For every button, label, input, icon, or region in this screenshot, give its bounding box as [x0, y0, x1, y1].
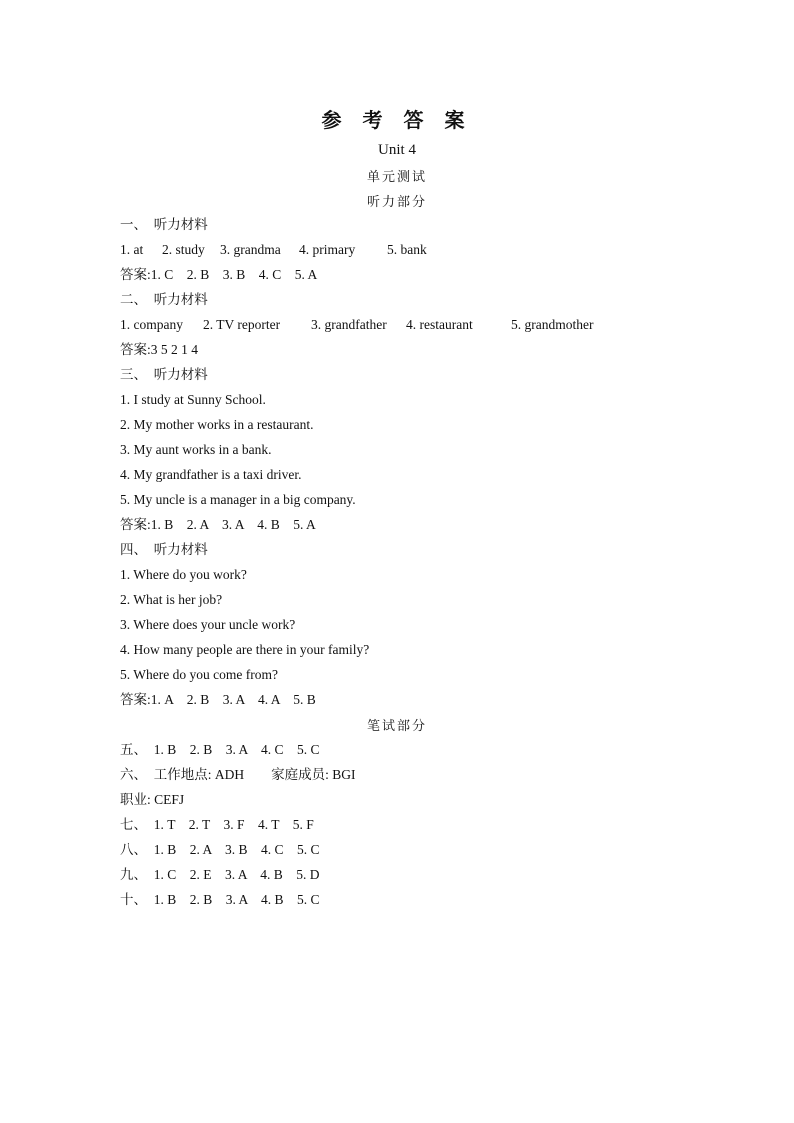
section-2-heading: 二、 听力材料 [120, 292, 208, 307]
list-item: 2. TV reporter [203, 317, 281, 332]
section-4-answer: 答案:1. A 2. B 3. A 4. A 5. B [120, 692, 316, 707]
answer-row: 职业: CEFJ [120, 792, 185, 807]
answer-row: 五、 1. B 2. B 3. A 4. C 5. C [120, 742, 320, 757]
list-item: 2. What is her job? [120, 592, 223, 607]
list-item: 3. My aunt works in a bank. [120, 442, 272, 457]
list-item: 4. My grandfather is a taxi driver. [120, 467, 302, 482]
answer-row: 六、 工作地点: ADH 家庭成员: BGI [120, 767, 356, 782]
answer-row: 七、 1. T 2. T 3. F 4. T 5. F [120, 817, 314, 832]
list-item: 4. How many people are there in your family? [120, 642, 370, 657]
unit-heading: Unit 4 [378, 142, 416, 158]
list-item: 1. Where do you work? [120, 567, 247, 582]
list-item: 2. My mother works in a restaurant. [120, 417, 314, 432]
list-item: 5. grandmother [511, 317, 594, 332]
list-item: 4. restaurant [406, 317, 473, 332]
list-item: 1. I study at Sunny School. [120, 392, 266, 407]
test-label: 单元测试 [366, 169, 427, 184]
list-item: 3. grandma [220, 242, 281, 257]
list-item: 5. Where do you come from? [120, 667, 278, 682]
section-3-answer: 答案:1. B 2. A 3. A 4. B 5. A [120, 517, 316, 532]
listening-label: 听力部分 [366, 194, 427, 209]
list-item: 5. My uncle is a manager in a big company. [120, 492, 356, 507]
list-item: 2. study [162, 242, 205, 257]
section-2-answer: 答案:3 5 2 1 4 [120, 342, 199, 357]
section-4-heading: 四、 听力材料 [120, 542, 208, 557]
answer-row: 十、 1. B 2. B 3. A 4. B 5. C [120, 892, 320, 907]
section-1-heading: 一、 听力材料 [120, 217, 208, 232]
list-item: 1. at [120, 242, 144, 257]
list-item: 1. company [120, 317, 183, 332]
answer-row: 九、 1. C 2. E 3. A 4. B 5. D [120, 867, 320, 882]
section-2-items [120, 315, 720, 335]
list-item: 4. primary [299, 242, 356, 257]
page-title: 参 考 答 案 [321, 110, 473, 132]
list-item: 3. Where does your uncle work? [120, 617, 296, 632]
answer-row: 八、 1. B 2. A 3. B 4. C 5. C [120, 842, 320, 857]
list-item: 5. bank [387, 242, 427, 257]
section-1-items [120, 240, 720, 260]
list-item: 3. grandfather [311, 317, 387, 332]
section-1-answer: 答案:1. C 2. B 3. B 4. C 5. A [120, 267, 318, 282]
writing-label: 笔试部分 [366, 718, 427, 733]
section-3-heading: 三、 听力材料 [120, 367, 208, 382]
